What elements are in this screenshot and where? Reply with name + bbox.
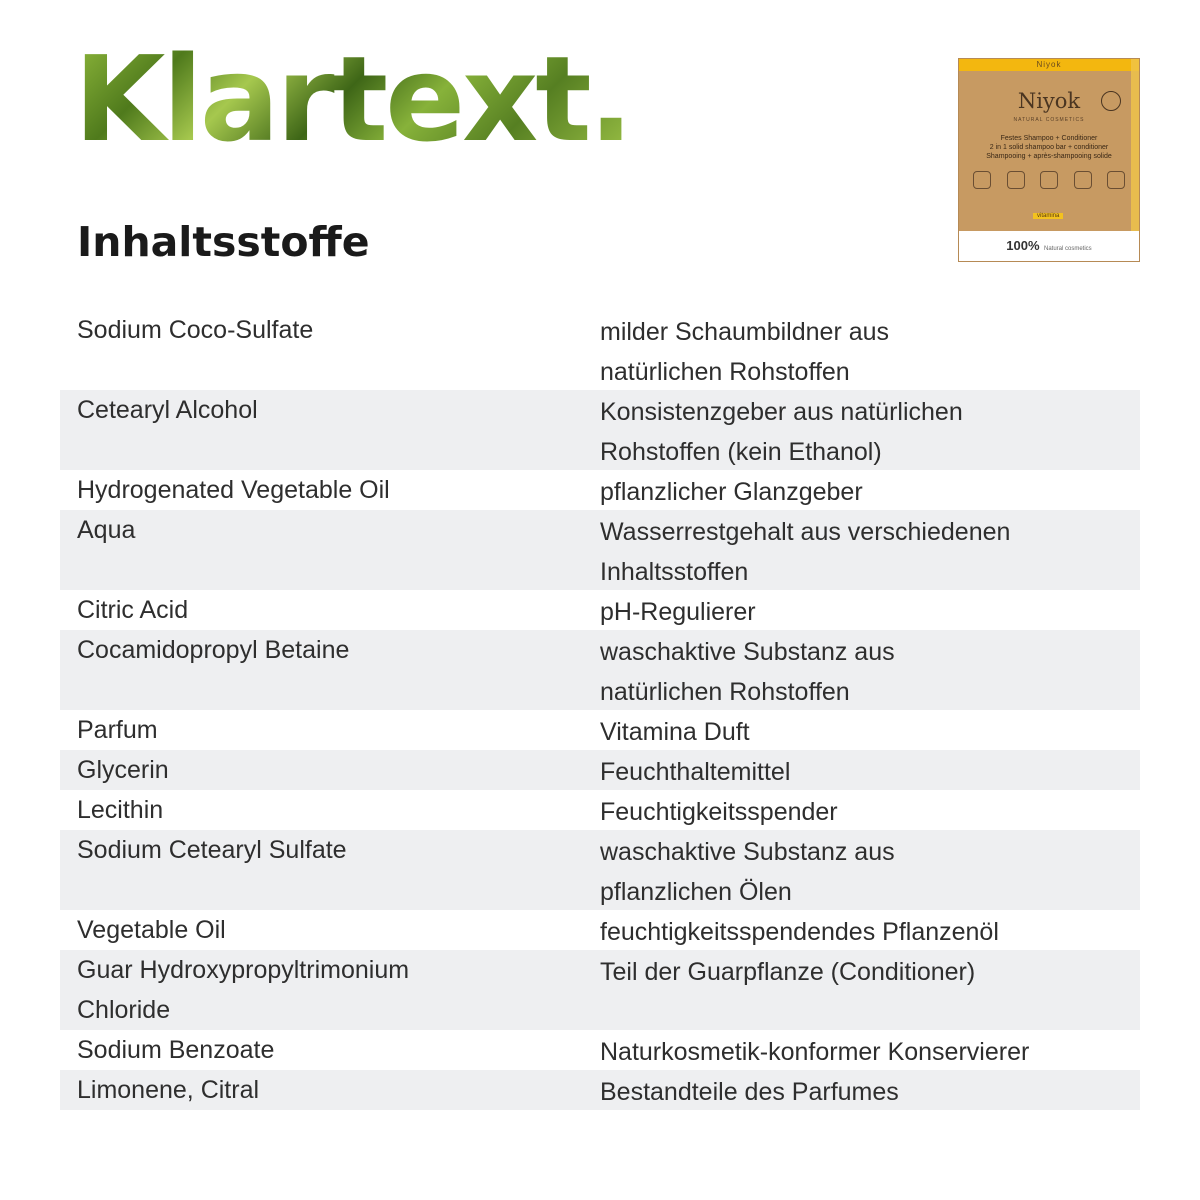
ingredient-name: Limonene, Citral: [77, 1076, 260, 1104]
package-description: Festes Shampoo + Conditioner 2 in 1 solid shampoo bar + conditioner Shampooing + après-shampooing solide: [986, 135, 1112, 160]
table-row: [60, 1070, 1140, 1110]
package-brand: Niyok: [1017, 89, 1081, 113]
ingredient-name: Vegetable Oil: [77, 916, 226, 944]
ingredient-function: Vitamina Duft: [600, 718, 750, 746]
brand-logo: Klartext.: [74, 30, 631, 168]
ingredient-function: Bestandteile des Parfumes: [600, 1078, 899, 1106]
table-row: [60, 470, 1140, 510]
package-natural-label: Natural cosmetics: [1044, 246, 1092, 252]
package-bottom: [959, 231, 1139, 261]
plastic-free-icon: [1040, 171, 1058, 189]
ingredient-function: waschaktive Substanz aus pflanzlichen Ölen: [600, 838, 895, 906]
ingredient-name: Guar Hydroxypropyltrimonium Chloride: [77, 956, 410, 1024]
table-row: [60, 950, 1140, 1030]
table-row: [60, 310, 1140, 390]
ingredient-function: pflanzlicher Glanzgeber: [600, 478, 863, 506]
vegan-icon: [1007, 171, 1025, 189]
package-icon-row: [973, 171, 1125, 189]
ph-balanced-icon: [1074, 171, 1092, 189]
table-row: [60, 790, 1140, 830]
ingredient-function: feuchtigkeitsspendendes Pflanzenöl: [600, 918, 999, 946]
table-row: [60, 510, 1140, 590]
page-title: Inhaltsstoffe: [77, 218, 370, 266]
table-row: [60, 710, 1140, 750]
ingredient-function: pH-Regulierer: [600, 598, 756, 626]
ingredient-name: Sodium Coco-Sulfate: [77, 316, 314, 344]
table-row: [60, 590, 1140, 630]
comb-icon: [1107, 171, 1125, 189]
ingredient-name: Parfum: [77, 716, 158, 744]
ingredient-function: Naturkosmetik-konformer Konservierer: [600, 1038, 1030, 1066]
ingredient-name: Sodium Benzoate: [77, 1036, 275, 1064]
table-row: [60, 390, 1140, 470]
package-percent: 100%: [1006, 238, 1040, 253]
ingredient-name: Lecithin: [77, 796, 164, 824]
ingredient-name: Aqua: [77, 516, 136, 544]
ingredient-name: Cetearyl Alcohol: [77, 396, 258, 424]
table-row: [60, 830, 1140, 910]
ingredient-name: Sodium Cetearyl Sulfate: [77, 836, 347, 864]
ingredient-name: Cocamidopropyl Betaine: [77, 636, 350, 664]
ingredients-table: [60, 310, 1140, 1110]
hair-icon: [973, 171, 991, 189]
package-variant: vitamina: [1033, 213, 1063, 219]
table-row: [60, 910, 1140, 950]
product-image: [958, 58, 1140, 262]
ingredient-function: Konsistenzgeber aus natürlichen Rohstoffen (kein Ethanol): [600, 398, 963, 466]
ingredient-name: Citric Acid: [77, 596, 189, 624]
package-brand-top: Niyok: [1036, 60, 1062, 69]
table-row: [60, 630, 1140, 710]
table-row: [60, 750, 1140, 790]
ingredient-function: Feuchtigkeitsspender: [600, 798, 838, 826]
package-tagline: NATURAL COSMETICS: [1013, 117, 1085, 123]
ingredient-function: Teil der Guarpflanze (Conditioner): [600, 958, 976, 986]
ingredient-function: Feuchthaltemittel: [600, 758, 791, 786]
leaf-icon: [1101, 91, 1121, 111]
ingredient-name: Glycerin: [77, 756, 169, 784]
table-row: [60, 1030, 1140, 1070]
ingredient-name: Hydrogenated Vegetable Oil: [77, 476, 390, 504]
ingredient-function: waschaktive Substanz aus natürlichen Rohstoffen: [600, 638, 895, 706]
ingredient-function: milder Schaumbildner aus natürlichen Rohstoffen: [600, 318, 890, 386]
ingredient-function: Wasserrestgehalt aus verschiedenen Inhaltsstoffen: [600, 518, 1011, 586]
